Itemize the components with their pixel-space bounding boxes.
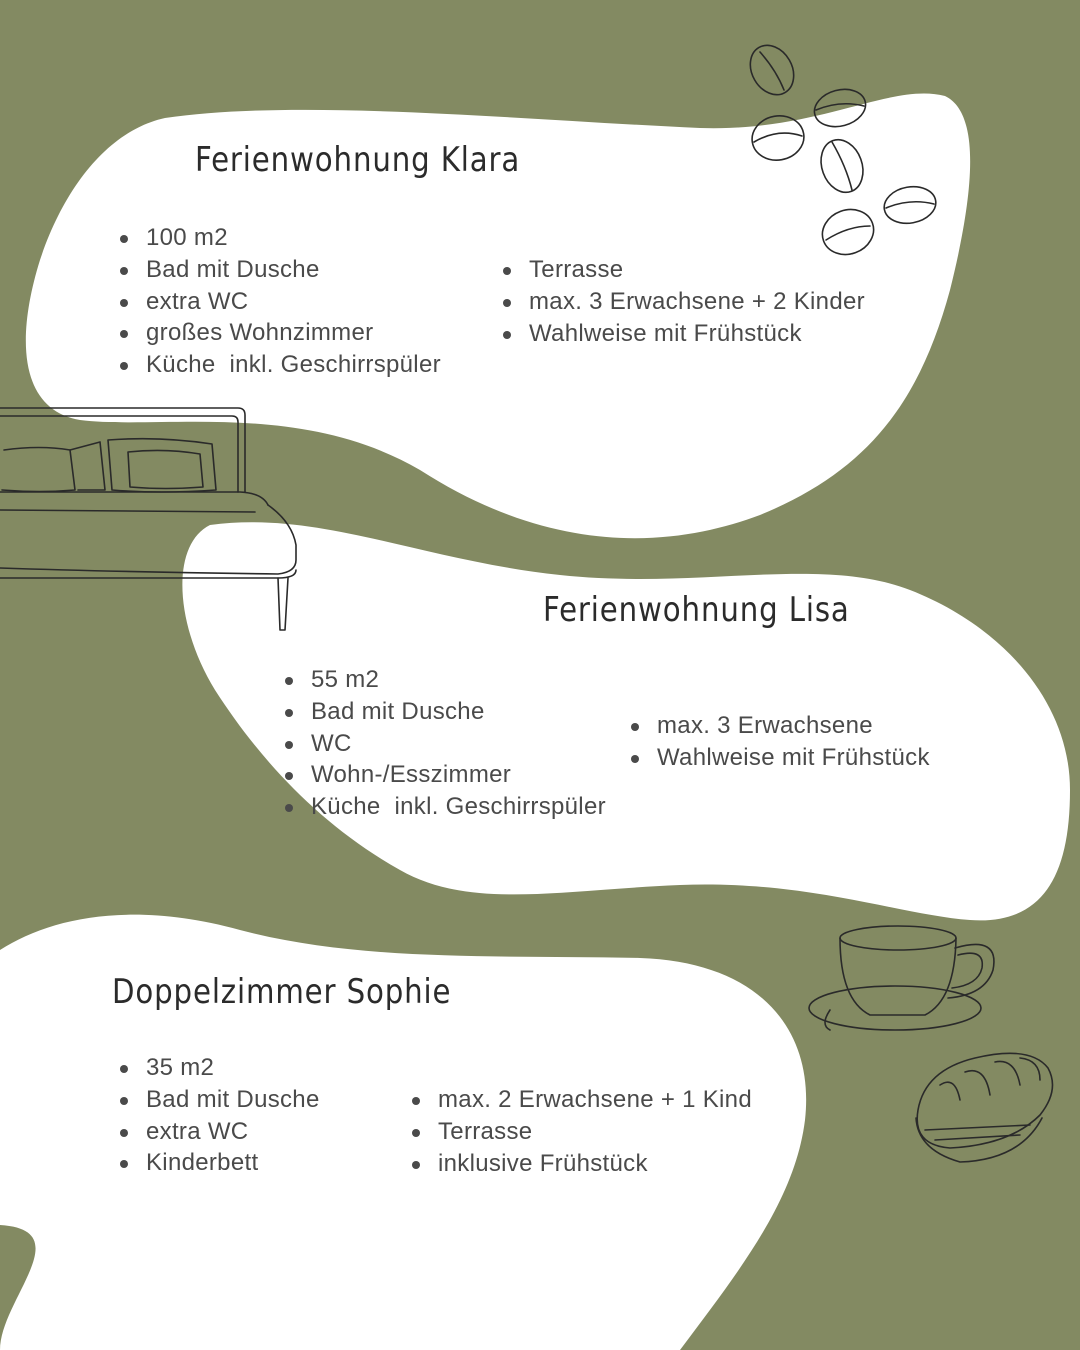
list-item: Küche inkl. Geschirrspüler bbox=[285, 791, 606, 823]
list-item: Wahlweise mit Frühstück bbox=[631, 742, 930, 774]
list-item: Wahlweise mit Frühstück bbox=[503, 318, 865, 350]
list-item: Terrasse bbox=[412, 1116, 752, 1148]
feature-list-sophie-right bbox=[412, 1084, 752, 1179]
list-item: Bad mit Dusche bbox=[285, 696, 606, 728]
feature-list-klara-right bbox=[503, 254, 865, 349]
list-item: extra WC bbox=[120, 1116, 320, 1148]
list-item: Küche inkl. Geschirrspüler bbox=[120, 349, 441, 381]
feature-list-klara-left bbox=[120, 222, 441, 381]
section-title-lisa: Ferienwohnung Lisa bbox=[543, 590, 850, 630]
list-item: 55 m2 bbox=[285, 664, 606, 696]
section-title-sophie: Doppelzimmer Sophie bbox=[112, 972, 452, 1012]
list-item: max. 3 Erwachsene bbox=[631, 710, 930, 742]
feature-list-sophie-left bbox=[120, 1052, 320, 1179]
list-item: großes Wohnzimmer bbox=[120, 317, 441, 349]
list-item: extra WC bbox=[120, 286, 441, 318]
list-item: 35 m2 bbox=[120, 1052, 320, 1084]
list-item: 100 m2 bbox=[120, 222, 441, 254]
list-item: inklusive Frühstück bbox=[412, 1148, 752, 1180]
list-item: Wohn-/Esszimmer bbox=[285, 759, 606, 791]
feature-list-lisa-left bbox=[285, 664, 606, 823]
list-item: max. 2 Erwachsene + 1 Kind bbox=[412, 1084, 752, 1116]
section-title-klara: Ferienwohnung Klara bbox=[195, 140, 521, 180]
list-item: Bad mit Dusche bbox=[120, 254, 441, 286]
list-item: WC bbox=[285, 728, 606, 760]
bread-illustration bbox=[916, 1053, 1053, 1162]
feature-list-lisa-right bbox=[631, 710, 930, 774]
list-item: Terrasse bbox=[503, 254, 865, 286]
list-item: Bad mit Dusche bbox=[120, 1084, 320, 1116]
coffee-cup-illustration bbox=[809, 926, 994, 1030]
list-item: max. 3 Erwachsene + 2 Kinder bbox=[503, 286, 865, 318]
list-item: Kinderbett bbox=[120, 1147, 320, 1179]
